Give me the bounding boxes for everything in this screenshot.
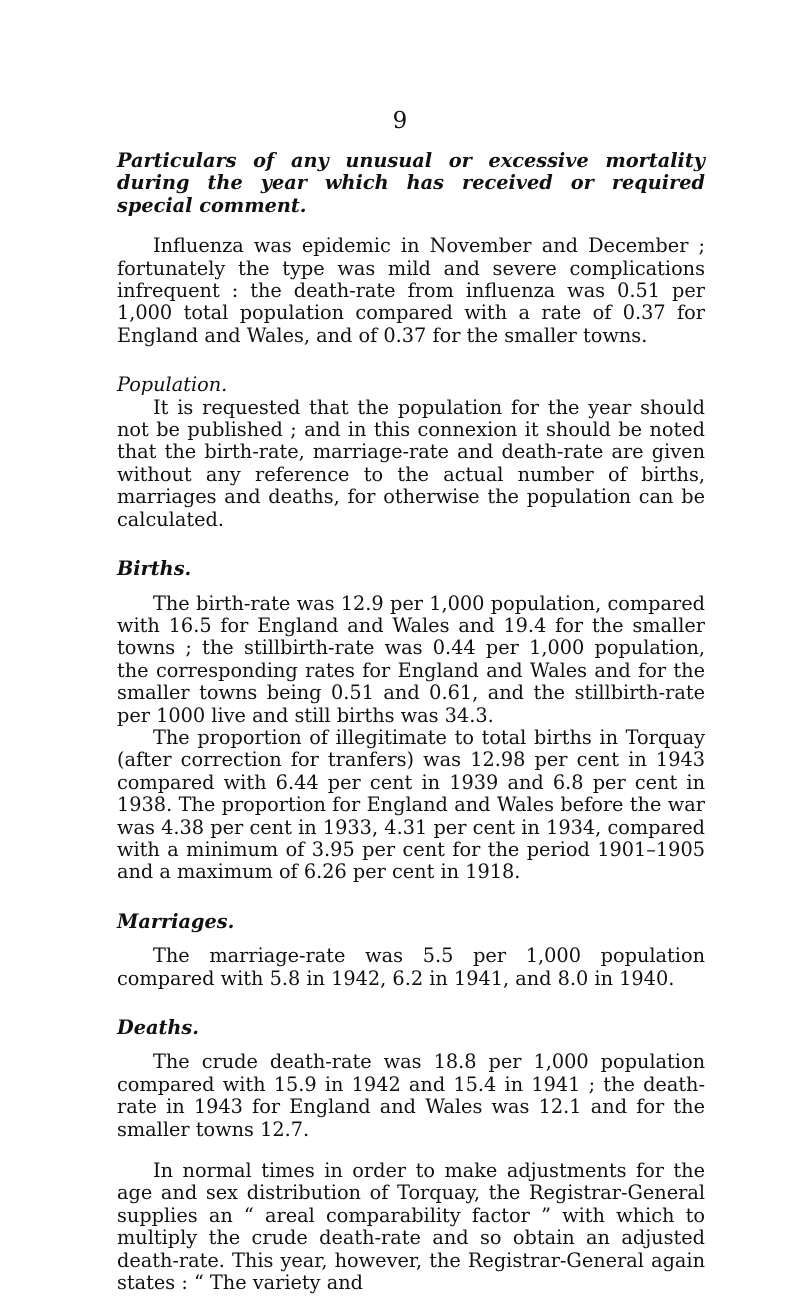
- influenza-paragraph: Influenza was epidemic in November and December ; fortunately the type was mild and severe complications infrequent : the death-rate from influenza was 0.51 per 1,000 total population compared with a rate of 0.37 for England and Wales, and of 0.37 for the smaller towns.: [117, 234, 705, 347]
- deaths-paragraph-2: In normal times in order to make adjustments for the age and sex distribution of Torquay, the Registrar-General supplies an “ areal comparability factor ” with which to multiply the crude death-rate and so obtain an adjusted death-rate. This year, however, the Registrar-General again states : “ The variety and: [117, 1159, 705, 1295]
- page-content: [117, 150, 705, 1294]
- page-number: 9: [392, 108, 408, 134]
- mortality-heading: Particulars of any unusual or excessive mortality during the year which has received or required special comment.: [117, 149, 705, 217]
- births-heading: Births.: [117, 557, 192, 581]
- population-heading: Population.: [117, 373, 228, 397]
- marriages-heading: Marriages.: [117, 909, 235, 933]
- births-paragraph-1: The birth-rate was 12.9 per 1,000 population, compared with 16.5 for England and Wales and 19.4 for the smaller towns ; the stillbirth-rate was 0.44 per 1,000 population, the corresponding rates for England and Wales and for the smaller towns being 0.51 and 0.61, and the stillbirth-rate per 1000 live and still births was 34.3.: [117, 591, 705, 727]
- population-paragraph: It is requested that the population for the year should not be published ; and in this connexion it should be noted that the birth-rate, marriage-rate and death-rate are given without any reference to the actual number of births, marriages and deaths, for otherwise the population can be calculated.: [117, 395, 705, 531]
- marriages-paragraph: The marriage-rate was 5.5 per 1,000 population compared with 5.8 in 1942, 6.2 in 1941, and 8.0 in 1940.: [117, 944, 705, 990]
- births-paragraph-2: The proportion of illegitimate to total births in Torquay (after correction for tranfers) was 12.98 per cent in 1943 compared with 6.44 per cent in 1939 and 6.8 per cent in 1938. The proportion for England and Wales before the war was 4.38 per cent in 1933, 4.31 per cent in 1934, compared with a minimum of 3.95 per cent for the period 1901–1905 and a maximum of 6.26 per cent in 1918.: [117, 725, 705, 884]
- deaths-paragraph-1: The crude death-rate was 18.8 per 1,000 population compared with 15.9 in 1942 and 15.4 in 1941 ; the death-rate in 1943 for England and Wales was 12.1 and for the smaller towns 12.7.: [117, 1050, 705, 1141]
- deaths-heading: Deaths.: [117, 1016, 199, 1039]
